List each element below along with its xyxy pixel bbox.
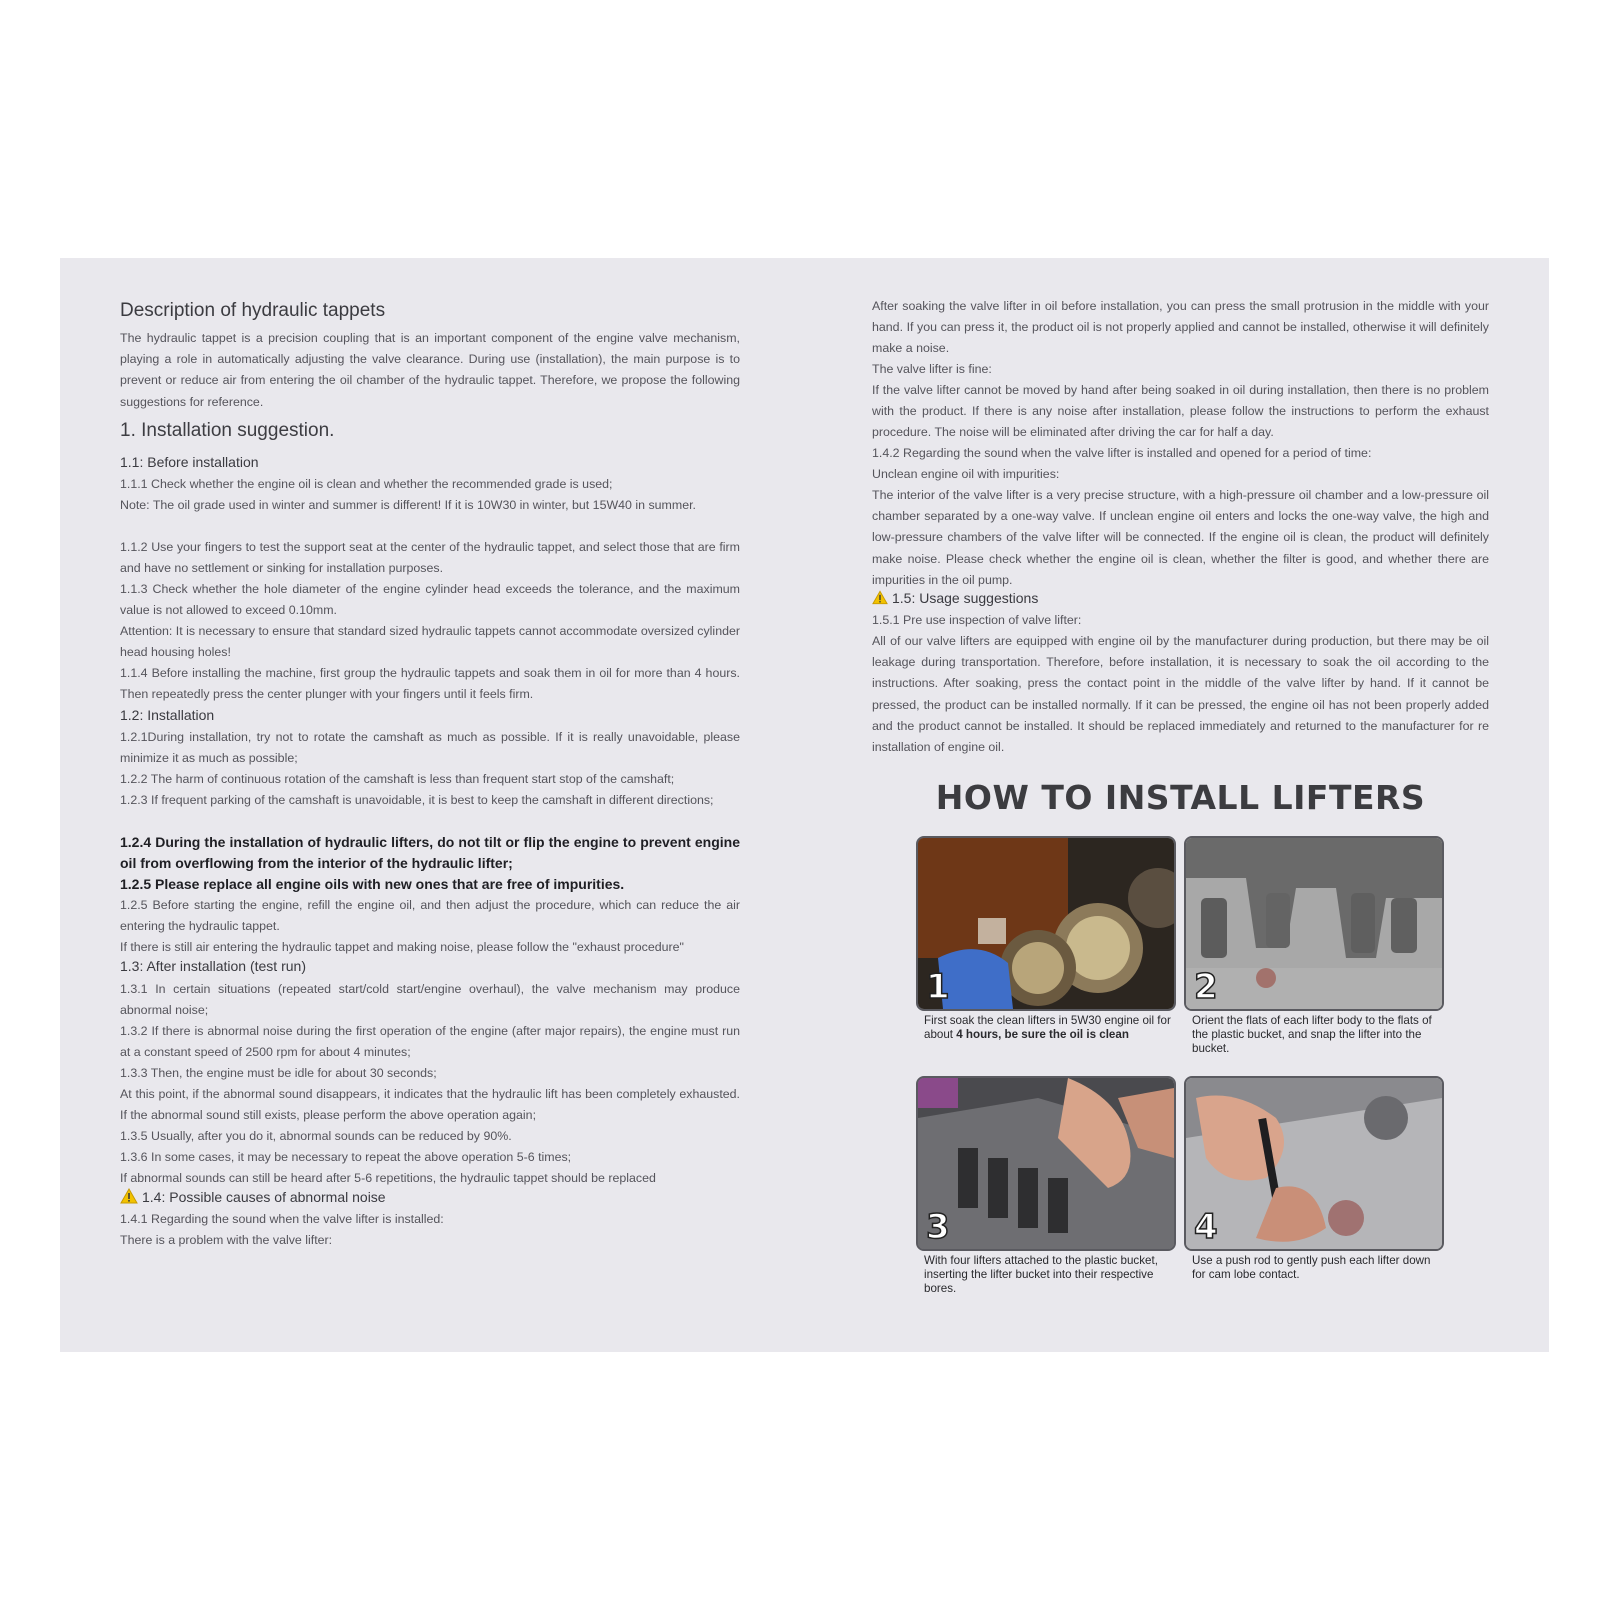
para-1-2-1: 1.2.1During installation, try not to rotate the camshaft as much as possible. If it is really unavoidable, please minimize it as much as possible; — [120, 730, 740, 766]
soak-para: After soaking the valve lifter in oil before installation, you can press the small protrusion in the middle with your hand. If you can press it, the product oil is not properly applied and cannot be installed, otherwise it will definitely make a noise. — [872, 299, 1489, 356]
how-to-install-title: HOW TO INSTALL LIFTERS — [935, 778, 1426, 817]
unclean-oil-para: Unclean engine oil with impurities: — [872, 467, 1060, 481]
cannot-be-moved-para: If the valve lifter cannot be moved by hand after being soaked in oil during installation, then there is no problem with the product. If there is any noise after installation, please follow the instructions to perform the exhaust procedure. The noise will be eliminated after driving the car for half a day. — [872, 383, 1489, 440]
step-1-image — [916, 836, 1176, 1011]
at-this-point-para: At this point, if the abnormal sound disappears, it indicates that the hydraulic lift has been completely exhausted. If the abnormal sound still exists, please perform the above operation again; — [120, 1087, 740, 1123]
para-1-3-6: 1.3.6 In some cases, it may be necessary to repeat the above operation 5-6 times; — [120, 1150, 572, 1164]
intro-paragraph: The hydraulic tappet is a precision coupling that is an important component of the engine valve mechanism, playing a role in automatically adjusting the valve clearance. During use (installation), the main purpose is to prevent or reduce air from entering the oil chamber of the hydraulic tappet. Therefore, we propose the following suggestions for reference. — [120, 331, 740, 409]
step-2-image — [1184, 836, 1444, 1011]
before-installation-heading: 1.1: Before installation — [120, 454, 259, 470]
step-3-number: 3 — [926, 1207, 950, 1247]
para-1-3-1: 1.3.1 In certain situations (repeated start/cold start/engine overhaul), the valve mechanism may produce abnormal noise; — [120, 982, 740, 1018]
bold-1-2-5: 1.2.5 Please replace all engine oils with new ones that are free of impurities. — [120, 876, 625, 892]
usage-suggestions-heading-text: 1.5: Usage suggestions — [892, 590, 1039, 606]
document-title: Description of hydraulic tappets — [120, 300, 386, 321]
para-1-5-1: 1.5.1 Pre use inspection of valve lifter: — [872, 613, 1082, 627]
step-4-number: 4 — [1194, 1207, 1218, 1247]
step-1-caption — [924, 1014, 1172, 1042]
problem-para: There is a problem with the valve lifter: — [120, 1233, 333, 1247]
para-1-2-3: 1.2.3 If frequent parking of the camshaft is unavoidable, it is best to keep the camshaft in different directions; — [120, 793, 714, 807]
usage-suggestions-heading — [872, 590, 1038, 606]
step-1-caption-text: First soak the clean lifters in 5W30 engine oil for about — [924, 1014, 1171, 1041]
bold-1-2-4: 1.2.4 During the installation of hydraulic lifters, do not tilt or flip the engine to prevent engine oil from overflowing from the interior of the hydraulic lifter; — [120, 834, 740, 871]
step-4-caption: Use a push rod to gently push each lifter down for cam lobe contact. — [1192, 1254, 1431, 1281]
para-1-4-1: 1.4.1 Regarding the sound when the valve lifter is installed: — [120, 1212, 444, 1226]
step-4-image — [1184, 1076, 1444, 1251]
installation-heading: 1. Installation suggestion. — [120, 420, 335, 441]
abnormal-noise-heading — [120, 1188, 386, 1205]
para-1-3-5: 1.3.5 Usually, after you do it, abnormal sounds can be reduced by 90%. — [120, 1129, 512, 1143]
para-1-3-3: 1.3.3 Then, the engine must be idle for about 30 seconds; — [120, 1066, 437, 1080]
warning-icon — [120, 1188, 138, 1204]
step-3-image — [916, 1076, 1176, 1251]
step-1-number: 1 — [926, 967, 950, 1007]
para-1-3-2: 1.3.2 If there is abnormal noise during the first operation of the engine (after major repairs), the engine must run at a constant speed of 2500 rpm for about 4 minutes; — [120, 1024, 740, 1060]
para-1-1-1: 1.1.1 Check whether the engine oil is clean and whether the recommended grade is used; — [120, 477, 613, 491]
lifter-fine-para: The valve lifter is fine: — [872, 362, 992, 376]
interior-structure-para: The interior of the valve lifter is a very precise structure, with a high-pressure oil chamber and a low-pressure oil chamber separated by a one-way valve. If unclean engine oil enters and locks the one-way valve, the high and low-pressure chambers of the valve lifter will be connected. If the engine oil is clean, the product will definitely make noise. Please check whether the engine oil is clean, whether the filter is good, and whether there are impurities in the oil pump. — [872, 488, 1489, 587]
step-2-caption: Orient the flats of each lifter body to the flats of the plastic bucket, and snap the lifter into the bucket. — [1192, 1014, 1432, 1055]
exhaust-procedure-para: If there is still air entering the hydraulic tappet and making noise, please follow the "exhaust procedure" — [120, 940, 684, 954]
warning-icon — [872, 590, 888, 605]
replace-para: If abnormal sounds can still be heard after 5-6 repetitions, the hydraulic tappet should be replaced — [120, 1171, 656, 1185]
para-1-1-3: 1.1.3 Check whether the hole diameter of the engine cylinder head exceeds the tolerance, and the maximum value is not allowed to exceed 0.10mm. — [120, 582, 740, 618]
step-1-caption-bold: 4 hours, be sure the oil is clean — [956, 1028, 1129, 1041]
after-installation-heading: 1.3: After installation (test run) — [120, 958, 306, 974]
attention-note: Attention: It is necessary to ensure that standard sized hydraulic tappets cannot accommodate oversized cylinder head housing holes! — [120, 624, 740, 660]
abnormal-noise-heading-text: 1.4: Possible causes of abnormal noise — [142, 1189, 386, 1205]
instruction-sheet — [60, 258, 1549, 1352]
para-1-2-2: 1.2.2 The harm of continuous rotation of the camshaft is less than frequent start stop of the camshaft; — [120, 772, 675, 786]
installation-subheading: 1.2: Installation — [120, 707, 215, 723]
step-3-caption: With four lifters attached to the plastic bucket, inserting the lifter bucket into their respective bores. — [924, 1254, 1158, 1295]
para-1-4-2: 1.4.2 Regarding the sound when the valve lifter is installed and opened for a period of time: — [872, 446, 1372, 460]
para-1-2-5: 1.2.5 Before starting the engine, refill the engine oil, and then adjust the procedure, which can reduce the air entering the hydraulic tappet. — [120, 898, 740, 934]
para-1-1-4: 1.1.4 Before installing the machine, first group the hydraulic tappets and soak them in oil for more than 4 hours. Then repeatedly press the center plunger with your fingers until it feels firm. — [120, 666, 740, 702]
para-1-1-2: 1.1.2 Use your fingers to test the support seat at the center of the hydraulic tappet, and select those that are firm and have no settlement or sinking for installation purposes. — [120, 540, 740, 576]
oil-grade-note: Note: The oil grade used in winter and summer is different! If it is 10W30 in winter, but 15W40 in summer. — [120, 498, 696, 512]
pre-use-inspection-para: All of our valve lifters are equipped with engine oil by the manufacturer during production, but there may be oil leakage during transportation. Therefore, before installation, it is necessary to soak the oil according to the instructions. After soaking, press the contact point in the middle of the valve lifter by hand. If it cannot be pressed, the product can be installed normally. If it can be pressed, the engine oil has not been properly added and the product cannot be installed. It should be replaced immediately and returned to the manufacturer for re installation of engine oil. — [872, 634, 1489, 755]
step-2-number: 2 — [1194, 967, 1218, 1007]
